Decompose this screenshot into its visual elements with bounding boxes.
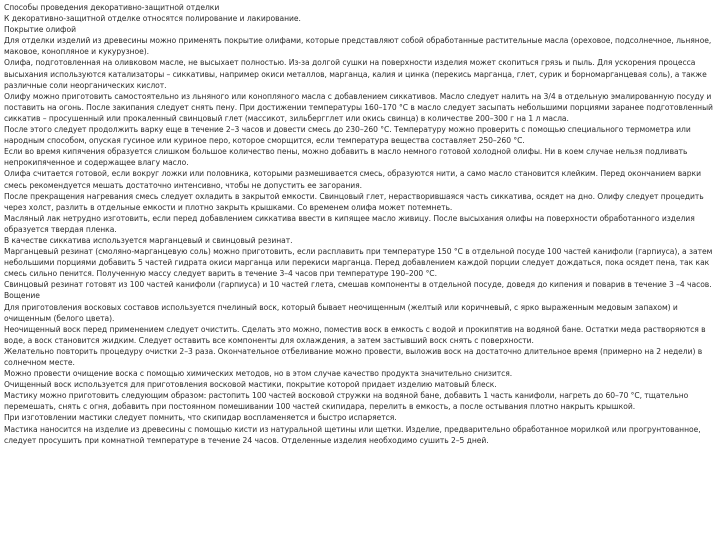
doc-paragraph: Неочищенный воск перед применением следует очистить. Сделать это можно, поместив воск в емкость с водой и прокипятив на водяной бане. Остатки меда растворяются в воде, а воск становится жидким. Следует оставить все компоненты для охлаждения, а затем застывший воск снять с поверхности. bbox=[4, 324, 706, 345]
doc-paragraph: Для приготовления восковых составов используется пчелиный воск, который бывает неочищенным (желтый или коричневый, с ярко выраженным медовым запахом) и очищенным (белого цвета). bbox=[4, 302, 678, 323]
doc-paragraph: После прекращения нагревания смесь следует охладить в закрытой емкости. Свинцовый глет, нерастворившаяся часть сиккатива, осядет на дно. Олифу следует процедить через холст, разлить в отдельные емкости и плотно закрыть крышками. Со временем олифа может потемнеть. bbox=[4, 191, 704, 212]
doc-paragraph: Мастику можно приготовить следующим образом: растопить 100 частей восковой стружки на водяной бане, добавить 1 часть канифоли, нагреть до 60–70 °С, тщательно перемешать, снять с огня, добавить при постоянном помешивании 100 частей скипидара, перелить в емкость, а после остывания плотно накрыть крышкой. bbox=[4, 391, 689, 412]
doc-paragraph: При изготовлении мастики следует помнить, что скипидар воспламеняется и быстро испаряется. bbox=[4, 413, 397, 423]
doc-paragraph: Олифу можно приготовить самостоятельно из льняного или конопляного масла с добавлением сиккативов. Масло следует налить на 3/4 в отдельную эмалированную посуду и поставить на огонь. После закипания следует снять пену. При достижении температуры 160–170 °С в масло следует засыпать небольшими порциями заранее подготовленный сиккатив – просушенный или прокаленный свинцовый глет (массикот, зильбергглет или окись свинца) в количестве 200–300 г на 1 л масла. bbox=[4, 91, 713, 123]
document-page bbox=[4, 2, 716, 538]
doc-heading-voschenie: Вощение bbox=[4, 291, 40, 301]
doc-heading-olifa: Покрытие олифой bbox=[4, 25, 76, 35]
doc-paragraph: Для отделки изделий из древесины можно применять покрытие олифами, которые представляют собой обработанные растительные масла (ореховое, подсолнечное, льняное, маковое, конопляное и кукурузное). bbox=[4, 36, 712, 57]
doc-heading-main: Способы проведения декоративно-защитной отделки bbox=[4, 3, 220, 12]
doc-paragraph: Можно провести очищение воска с помощью химических методов, но в этом случае качество продукта значительно снизится. bbox=[4, 369, 513, 379]
doc-paragraph: Если во время кипячения образуется слишком большое количество пены, можно добавить в масло немного готовой холодной олифы. Ни в коем случае нельзя подливать непрокипяченное и содержащее влагу масло. bbox=[4, 147, 688, 168]
doc-paragraph: Мастика наносится на изделие из древесины с помощью кисти из натуральной щетины или щетки. Изделие, предварительно обработанное морилкой или прогрунтованное, следует просушить при комнатной температуре в течение 24 часов. Отделенные изделия необходимо сушить 2–5 дней. bbox=[4, 424, 701, 445]
doc-paragraph: В качестве сиккатива используется марганцевый и свинцовый резинат. bbox=[4, 235, 293, 245]
doc-paragraph: Олифа, подготовленная на оливковом масле, не высыхает полностью. Из-за долгой сушки на поверхности изделия может скопиться грязь и пыль. Для ускорения процесса высыхания используются катализаторы – сиккативы, например окиси металлов, марганца, калия и цинка (перекись марганца, глет, сурик и борномарганцевая соль), а также различные соли неорганических кислот. bbox=[4, 58, 707, 90]
doc-paragraph: После этого следует продолжить варку еще в течение 2–3 часов и довести смесь до 230–260 °С. Температуру можно проверить с помощью специального термометра или народным способом, опуская гусиное или куриное перо, которое сморщится, если температура вещества составляет 250–260 °С. bbox=[4, 125, 691, 146]
doc-paragraph: Очищенный воск используется для приготовления восковой мастики, покрытие которой придает изделию матовый блеск. bbox=[4, 380, 497, 390]
doc-paragraph: Масляный лак нетрудно изготовить, если перед добавлением сиккатива ввести в кипящее масло живицу. После высыхания олифы на поверхности обработанного изделия образуется твердая пленка. bbox=[4, 213, 695, 234]
doc-paragraph-intro: К декоративно-защитной отделке относятся полирование и лакирование. bbox=[4, 14, 301, 24]
doc-paragraph: Марганцевый резинат (смоляно-марганцевую соль) можно приготовить, если расплавить при температуре 150 °С в отдельной посуде 100 частей канифоли (гарпиуса), а затем небольшими порциями добавить 5 частей гидрата окиси марганца или перекиси марганца. Перед добавлением каждой порции следует дождаться, пока осядет пена, так как смесь сильно пенится. Полученную массу следует варить в течение 3–4 часов при температуре 190–200 °С. bbox=[4, 247, 713, 279]
doc-paragraph: Олифа считается готовой, если вокруг ложки или половника, которыми размешивается смесь, образуются нити, а само масло становится клейким. Перед окончанием варки смесь рекомендуется мешать достаточно интенсивно, чтобы не допустить ее загорания. bbox=[4, 169, 701, 190]
doc-paragraph: Свинцовый резинат готовят из 100 частей канифоли (гарпиуса) и 10 частей глета, смешав компоненты в отдельной посуде, доведя до кипения и поварив в течение 3 –4 часов. bbox=[4, 280, 712, 290]
doc-paragraph: Желательно повторить процедуру очистки 2–3 раза. Окончательное отбеливание можно провести, выложив воск на достаточно длительное время (примерно на 2 недели) в солнечном месте. bbox=[4, 346, 703, 367]
